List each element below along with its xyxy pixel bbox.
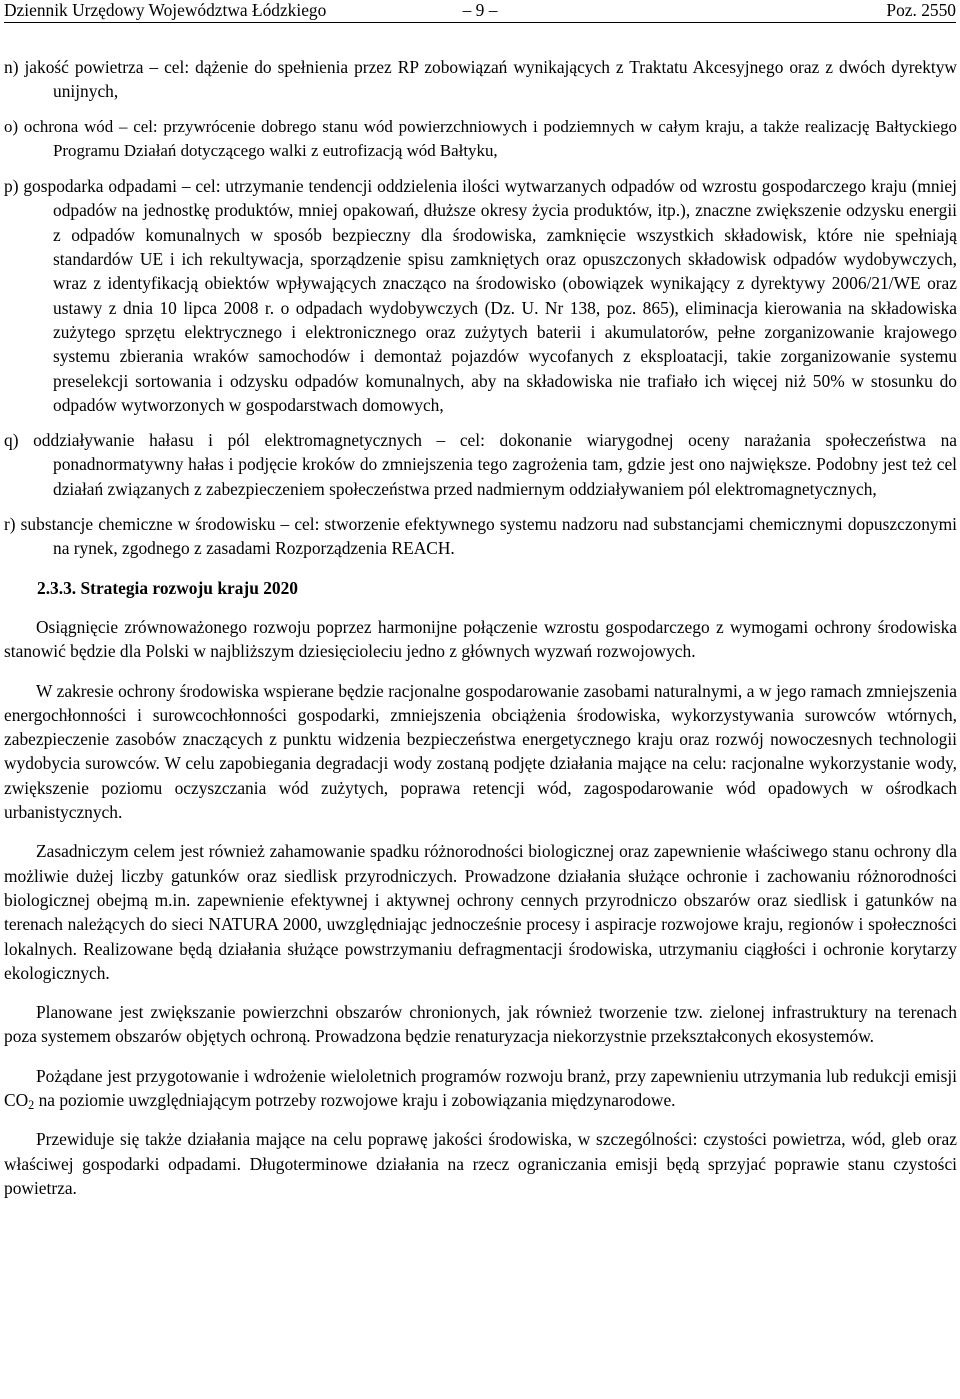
document-body — [4, 55, 957, 1200]
list-item-q: q) oddziaływanie hałasu i pól elektromagnetycznych – cel: dokonanie wiarygodnej oceny narażania społeczeństwa na ponadnormatywny hałas i podjęcie kroków do zmniejszenia tego zagrożenia tam, gdzie jest ono największe. Podobny jest też cel działań związanych z zabezpieczeniem społeczeństwa przed nadmiernym oddziaływaniem pól elektromagnetycznych, — [4, 430, 957, 499]
position-number: Poz. 2550 — [886, 0, 956, 20]
journal-title: Dziennik Urzędowy Województwa Łódzkiego — [4, 0, 327, 20]
list-item-r: r) substancje chemiczne w środowisku – cel: stworzenie efektywnego systemu nadzoru nad substancjami chemicznymi dopuszczonymi na rynek, zgodnego z zasadami Rozporządzenia REACH. — [4, 514, 957, 559]
paragraph: W zakresie ochrony środowiska wspierane będzie racjonalne gospodarowanie zasobami naturalnymi, a w jego ramach zmniejszenia energochłonności i surowcochłonności gospodarki, zmniejszenia obciążenia środowiska, wykorzystywania surowców wtórnych, zabezpieczenie zasobów znaczących z punktu widzenia bezpieczeństwa energetycznego kraju oraz rozwój nowoczesnych technologii wydobycia surowców. W celu zapobiegania degradacji wody zostaną podjęte działania mające na celu: racjonalne wykorzystanie wody, zwiększenie poziomu oczyszczania wód zużytych, poprawa retencji wód, zagospodarowanie wód opadowych w ośrodkach urbanistycznych. — [4, 680, 957, 823]
list-item-p: p) gospodarka odpadami – cel: utrzymanie tendencji oddzielenia ilości wytwarzanych odpadów od wzrostu gospodarczego kraju (mniej odpadów na jednostkę produktów, mniej opakowań, dłuższe okresy życia produktów, itp.), znaczne zwiększenie odzysku energii z odpadów komunalnych w sposób bezpieczny dla środowiska, zamknięcie wszystkich składowisk, które nie spełniają standardów UE i ich rekultywacja, sporządzenie spisu zamkniętych oraz opuszczonych składowisk odpadów wydobywczych, wraz z identyfikacją obiektów wpływających znacząco na środowisko (obowiązek wynikający z dyrektywy 2006/21/WE oraz ustawy z dnia 10 lipca 2008 r. o odpadach wydobywczych (Dz. U. Nr 138, poz. 865), eliminacja kierowania na składowiska zużytego sprzętu elektrycznego i elektronicznego oraz zużytych baterii i akumulatorów, pełne zorganizowanie krajowego systemu zbierania wraków samochodów i demontaż pojazdów wycofanych z eksploatacji, takie zorganizowanie systemu preselekcji sortowania i odzysku odpadów komunalnych, aby na składowiska nie trafiało ich więcej niż 50% w stosunku do odpadów wytworzonych w gospodarstwach domowych, — [4, 176, 957, 415]
paragraph: Zasadniczym celem jest również zahamowanie spadku różnorodności biologicznej oraz zapewnienie właściwego stanu ochrony dla możliwie dużej liczby gatunków oraz siedlisk przyrodniczych. Prowadzone działania służące ochronie i zachowaniu różnorodności biologicznej obejmą m.in. zapewnienie efektywnej i aktywnej ochrony cennych przyrodniczo obszarów oraz siedlisk i gatunków na terenach należących do sieci NATURA 2000, uwzględniając jednocześnie procesy i aspiracje rozwojowe kraju, regionów i społeczności lokalnych. Realizowane będą działania służące powstrzymaniu defragmentacji środowiska, utrzymaniu ciągłości i ochronie korytarzy ekologicznych. — [4, 841, 957, 983]
paragraph: Planowane jest zwiększanie powierzchni obszarów chronionych, jak również tworzenie tzw. zielonej infrastruktury na terenach poza systemem obszarów objętych ochroną. Prowadzona będzie renaturyzacja niekorzystnie przekształconych ekosystemów. — [4, 1002, 957, 1047]
list-item-n: n) jakość powietrza – cel: dążenie do spełnienia przez RP zobowiązań wynikających z Traktatu Akcesyjnego oraz z dwóch dyrektyw unijnych, — [4, 57, 957, 102]
paragraph: Przewiduje się także działania mające na celu poprawę jakości środowiska, w szczególności: czystości powietrza, wód, gleb oraz właściwej gospodarki odpadami. Długoterminowe działania na rzecz ograniczania emisji będą sprzyjać poprawie stanu czystości powietrza. — [4, 1129, 957, 1198]
paragraph-text-after: na poziomie uwzględniającym potrzeby rozwojowe kraju i zobowiązania międzynarodowe. — [34, 1089, 676, 1110]
co2-subscript: 2 — [28, 1098, 35, 1113]
list-item-o: o) ochrona wód – cel: przywrócenie dobrego stanu wód powierzchniowych i podziemnych w całym kraju, a także realizację Bałtyckiego Programu Działań dotyczącego walki z eutrofizacją wód Bałtyku, — [4, 116, 957, 160]
page-number: – 9 – — [462, 0, 498, 20]
paragraph: Osiągnięcie zrównoważonego rozwoju poprzez harmonijne połączenie wzrostu gospodarczego z wymogami ochrony środowiska stanowić będzie dla Polski w najbliższym dziesięcioleciu jedno z głównych wyzwań rozwojowych. — [4, 616, 957, 662]
paragraph-co2 — [4, 1064, 957, 1113]
page-header — [4, 0, 956, 23]
section-heading: 2.3.3. Strategia rozwoju kraju 2020 — [37, 577, 298, 598]
paragraph-text-before: Pożądane jest przygotowanie i wdrożenie wieloletnich programów rozwoju branż, przy zapewnieniu utrzymania lub redukcji emisji CO — [4, 1065, 957, 1110]
